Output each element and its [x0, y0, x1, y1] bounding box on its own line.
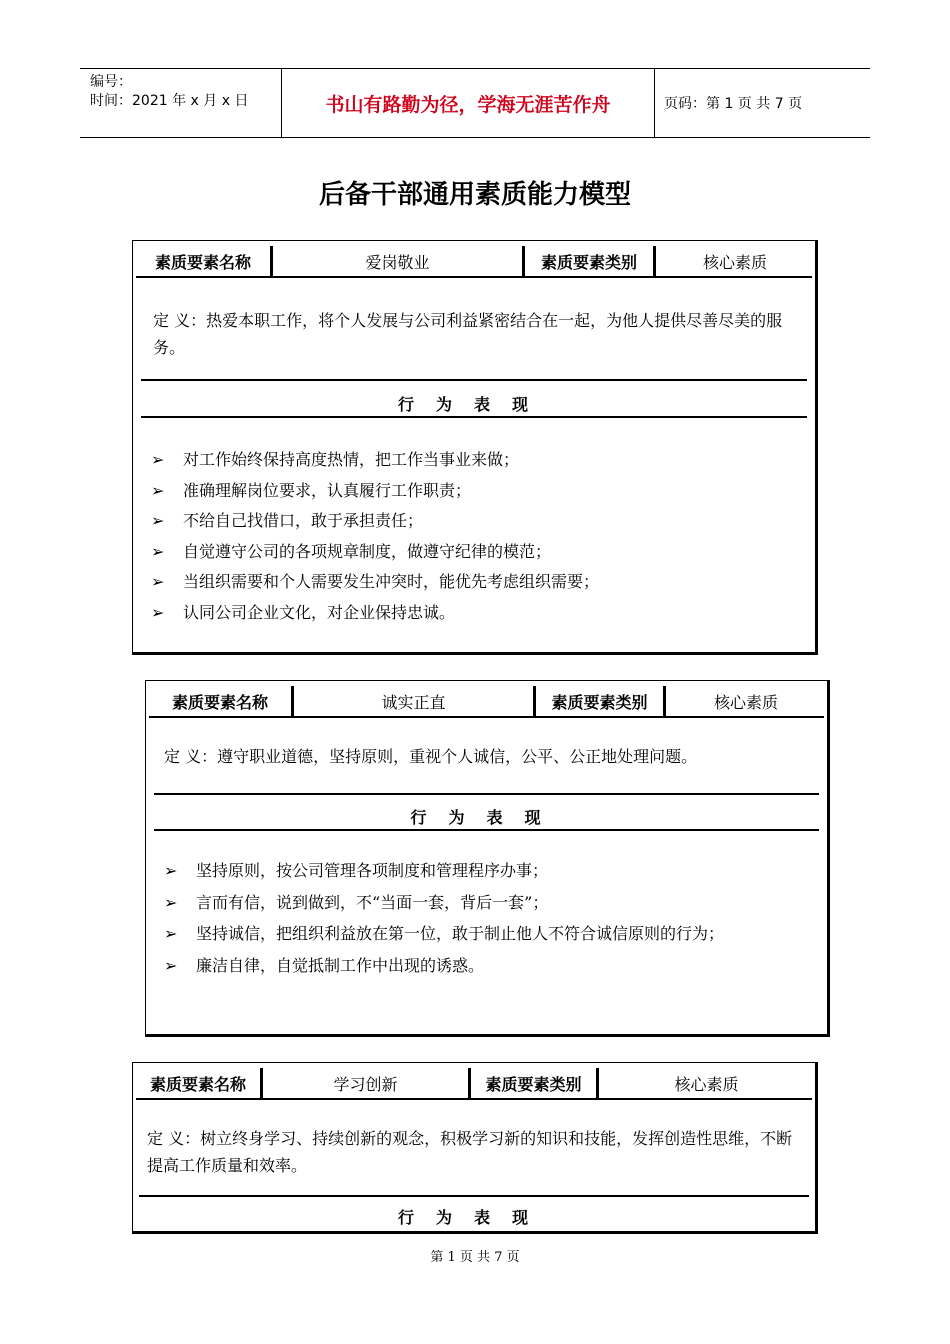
name-label: 素质要素名称 — [136, 246, 273, 276]
list-item: ➢ 廉洁自律，自觉抵制工作中出现的诱惑。 — [162, 950, 795, 982]
name-value: 爱岗敬业 — [273, 246, 523, 276]
competency-block-2 — [145, 680, 830, 1037]
doc-time-label: 时间：2021 年 x 月 x 日 — [90, 93, 249, 109]
arrow-bullet-icon: ➢ — [151, 541, 165, 561]
section-title: 行为表现 — [397, 395, 550, 414]
arrow-bullet-icon: ➢ — [164, 861, 178, 880]
list-item: ➢ 当组织需要和个人需要发生冲突时，能优先考虑组织需要； — [149, 567, 799, 598]
category-label: 素质要素类别 — [523, 246, 656, 276]
category-value: 核心素质 — [674, 1074, 739, 1094]
block-header-row — [149, 686, 824, 718]
block-header-row — [136, 1068, 812, 1100]
header-meta — [90, 73, 248, 111]
list-item: ➢ 对工作始终保持高度热情，把工作当事业来做； — [149, 445, 799, 476]
behavior-list — [162, 855, 795, 981]
page-footer: 第 1 页 共 7 页 — [430, 1250, 520, 1265]
arrow-bullet-icon: ➢ — [151, 511, 165, 531]
definition-text: 定 义：遵守职业道德，坚持原则，重视个人诚信，公平、公正地处理问题。 — [164, 747, 698, 766]
arrow-bullet-icon: ➢ — [164, 924, 178, 943]
list-item: ➢ 准确理解岗位要求，认真履行工作职责； — [149, 476, 799, 507]
list-item: ➢ 认同公司企业文化，对企业保持忠诚。 — [149, 598, 799, 629]
block-header-row — [136, 246, 812, 278]
arrow-bullet-icon: ➢ — [151, 450, 165, 469]
name-value: 诚实正直 — [294, 686, 534, 716]
divider — [141, 416, 807, 418]
divider — [154, 829, 819, 831]
behavior-list — [149, 445, 799, 629]
page-header — [80, 68, 870, 138]
header-page-info: 页码：第 1 页 共 7 页 — [664, 96, 803, 112]
category-value: 核心素质 — [702, 252, 767, 272]
list-item: ➢ 坚持诚信，把组织利益放在第一位，敢于制止他人不符合诚信原则的行为； — [162, 918, 795, 950]
list-item: ➢ 不给自己找借口，敢于承担责任； — [149, 506, 799, 537]
name-label: 素质要素名称 — [136, 1068, 263, 1098]
divider — [141, 379, 807, 381]
doc-number-label: 编号： — [90, 74, 132, 90]
name-value: 学习创新 — [263, 1068, 469, 1098]
arrow-bullet-icon: ➢ — [151, 480, 165, 500]
section-title: 行为表现 — [410, 808, 563, 827]
name-label: 素质要素名称 — [149, 686, 294, 716]
list-item: ➢ 坚持原则，按公司管理各项制度和管理程序办事； — [162, 855, 795, 887]
category-label: 素质要素类别 — [469, 1068, 599, 1098]
arrow-bullet-icon: ➢ — [151, 602, 165, 622]
arrow-bullet-icon: ➢ — [164, 892, 178, 912]
arrow-bullet-icon: ➢ — [164, 955, 178, 975]
category-label: 素质要素类别 — [534, 686, 666, 716]
definition-text: 定 义：树立终身学习、持续创新的观念，积极学习新的知识和技能，发挥创造性思维，不断提高工作质量和效率。 — [147, 1129, 793, 1175]
list-item: ➢ 自觉遵守公司的各项规章制度，做遵守纪律的模范； — [149, 537, 799, 568]
section-title: 行为表现 — [397, 1208, 550, 1227]
page-title: 后备干部通用素质能力模型 — [318, 180, 631, 210]
divider — [154, 793, 819, 795]
competency-block-3 — [132, 1062, 818, 1234]
header-motto: 书山有路勤为径，学海无涯苦作舟 — [281, 69, 655, 137]
definition-text: 定 义：热爱本职工作，将个人发展与公司利益紧密结合在一起，为他人提供尽善尽美的服务。 — [153, 311, 783, 357]
divider — [139, 1195, 809, 1197]
arrow-bullet-icon: ➢ — [151, 572, 165, 592]
category-value: 核心素质 — [713, 692, 778, 712]
competency-block-1 — [132, 240, 818, 655]
list-item: ➢ 言而有信，说到做到，不“当面一套，背后一套”； — [162, 887, 795, 919]
